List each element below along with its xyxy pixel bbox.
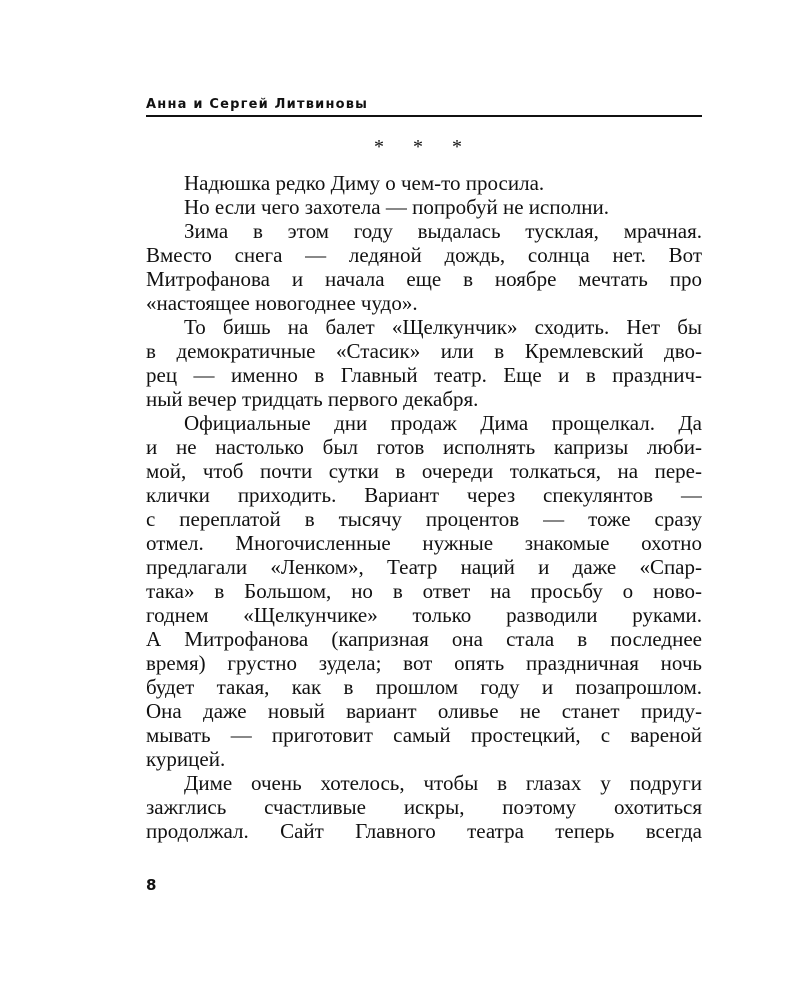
section-separator: * * * <box>374 136 474 158</box>
text-line: Диме очень хотелось, чтобы в глазах у подруги <box>184 771 702 795</box>
text-line: Надюшка редко Диму о чем-то просила. <box>184 171 545 195</box>
body-text <box>146 171 702 843</box>
text-line: Но если чего захотела — попробуй не исполни. <box>184 195 609 219</box>
text-line: в демократичные «Стасик» или в Кремлевский дво- <box>146 339 702 363</box>
text-line: рец — именно в Главный театр. Еще и в празднич- <box>146 363 702 387</box>
text-line: мывать — приготовит самый простецкий, с вареной <box>146 723 702 747</box>
text-line: Официальные дни продаж Дима прощелкал. Да <box>184 411 702 435</box>
text-line: мой, чтоб почти сутки в очереди толкаться, на пере- <box>146 459 702 483</box>
text-line: предлагали «Ленком», Театр наций и даже «Спар- <box>146 555 702 579</box>
page-number: 8 <box>146 876 157 894</box>
header-rule <box>146 115 702 117</box>
text-line: и не настолько был готов исполнять капризы люби- <box>146 435 702 459</box>
text-line: годнем «Щелкунчике» только разводили руками. <box>146 603 702 627</box>
text-line: отмел. Многочисленные нужные знакомые охотно <box>146 531 702 555</box>
text-line: зажглись счастливые искры, поэтому охотиться <box>146 795 702 819</box>
text-line: клички приходить. Вариант через спекулянтов — <box>146 483 702 507</box>
text-line: То бишь на балет «Щелкунчик» сходить. Нет бы <box>184 315 702 339</box>
text-line: така» в Большом, но в ответ на просьбу о ново- <box>146 579 702 603</box>
text-line: Зима в этом году выдалась тусклая, мрачная. <box>184 219 702 243</box>
text-line: время) грустно зудела; вот опять праздничная ночь <box>146 651 702 675</box>
running-head: Анна и Сергей Литвиновы <box>146 97 369 112</box>
text-line: «настоящее новогоднее чудо». <box>146 291 418 315</box>
text-line: с переплатой в тысячу процентов — тоже сразу <box>146 507 702 531</box>
text-line: будет такая, как в прошлом году и позапрошлом. <box>146 675 702 699</box>
text-line: курицей. <box>146 747 226 771</box>
text-line: А Митрофанова (капризная она стала в последнее <box>146 627 702 651</box>
text-line: Митрофанова и начала еще в ноябре мечтать про <box>146 267 702 291</box>
text-line: продолжал. Сайт Главного театра теперь всегда <box>146 819 702 843</box>
text-line: ный вечер тридцать первого декабря. <box>146 387 479 411</box>
text-line: Вместо снега — ледяной дождь, солнца нет. Вот <box>146 243 702 267</box>
text-line: Она даже новый вариант оливье не станет приду- <box>146 699 702 723</box>
